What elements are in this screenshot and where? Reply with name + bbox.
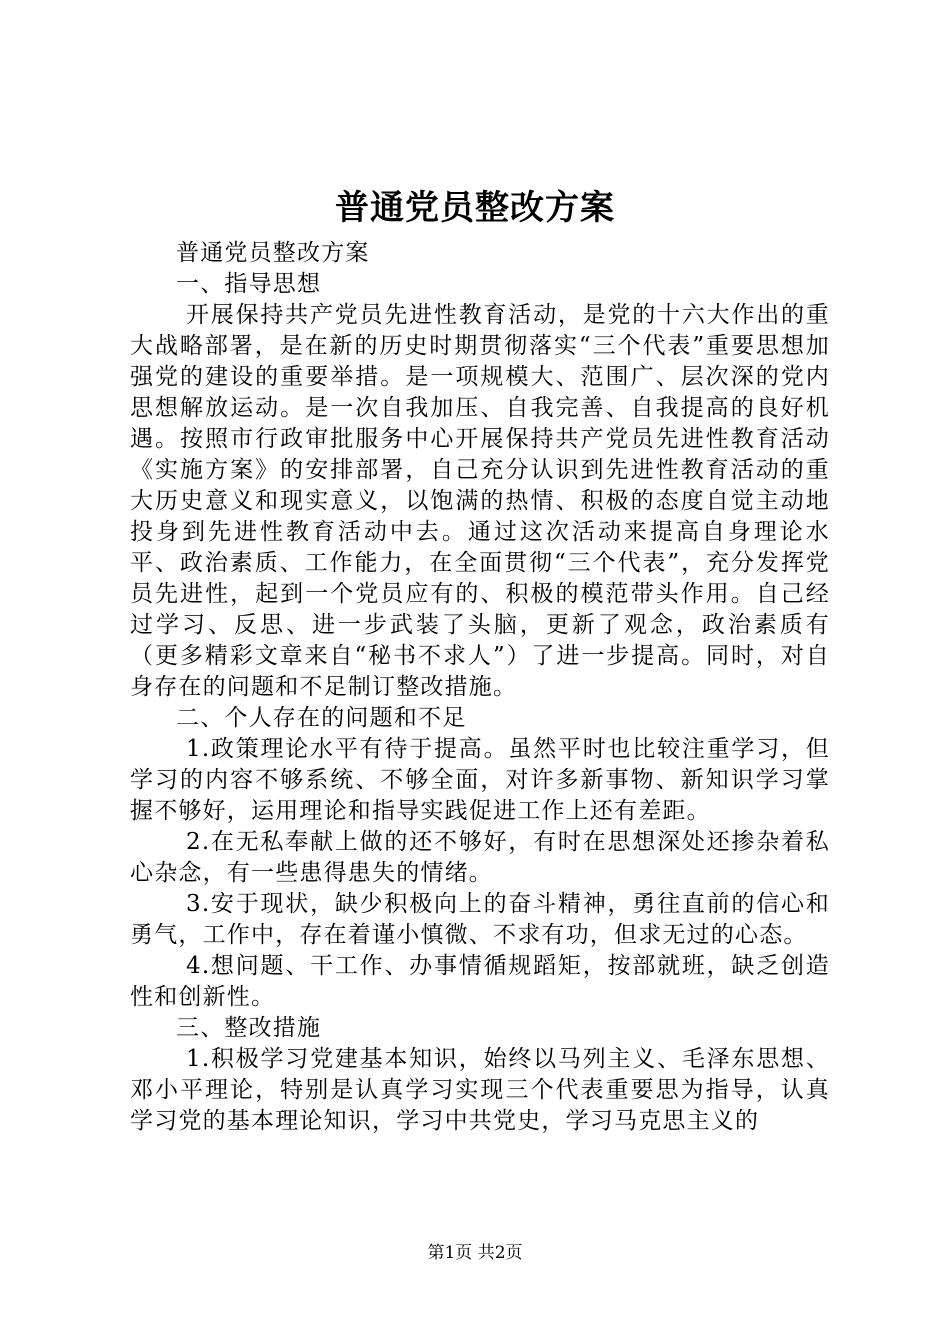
section-heading-1: 一、指导思想 — [176, 271, 322, 297]
page-footer: 第1页 共2页 — [427, 1243, 523, 1263]
list-item: 1.政策理论水平有待于提高。虽然平时也比较注重学习，但学习的内容不够系统、不够全面，对许多新事物、新知识学习掌握不够好，运用理论和指导实践促进工作上还有差距。 — [130, 736, 830, 824]
subtitle-paragraph: 普通党员整改方案 — [176, 240, 370, 266]
body-paragraph: 开展保持共产党员先进性教育活动，是党的十六大作出的重大战略部署，是在新的历史时期贯彻落实“三个代表”重要思想加强党的建设的重要举措。是一项规模大、范围广、层次深的党内思想解放运动。是一次自我加压、自我完善、自我提高的良好机遇。按照市行政审批服务中心开展保持共产党员先进性教育活动《实施方案》的安排部署，自己充分认识到先进性教育活动的重大历史意义和现实意义，以饱满的热情、积极的态度自觉主动地投身到先进性教育活动中去。通过这次活动来提高自身理论水平、政治素质、工作能力，在全面贯彻“三个代表”，充分发挥党员先进性，起到一个党员应有的、积极的模范带头作用。自己经过学习、反思、进一步武装了头脑，更新了观念，政治素质有（更多精彩文章来自“秘书不求人”）了进一步提高。同时，对自身存在的问题和不足制订整改措施。 — [130, 302, 830, 700]
document-body — [130, 238, 830, 1137]
section-heading-3: 三、整改措施 — [176, 1015, 322, 1041]
list-item: 2.在无私奉献上做的还不够好，有时在思想深处还掺杂着私心杂念，有一些患得患失的情绪。 — [130, 829, 830, 886]
document-title: 普通党员整改方案 — [335, 188, 615, 228]
list-item: 3.安于现状，缺少积极向上的奋斗精神，勇往直前的信心和勇气，工作中，存在着谨小慎微、不求有功，但求无过的心态。 — [130, 891, 830, 948]
section-heading-2: 二、个人存在的问题和不足 — [176, 705, 467, 731]
list-item: 4.想问题、干工作、办事情循规蹈矩，按部就班，缺乏创造性和创新性。 — [130, 953, 830, 1010]
list-item: 1.积极学习党建基本知识，始终以马列主义、毛泽东思想、邓小平理论，特别是认真学习实现三个代表重要思为指导，认真学习党的基本理论知识，学习中共党史，学习马克思主义的 — [130, 1046, 830, 1134]
